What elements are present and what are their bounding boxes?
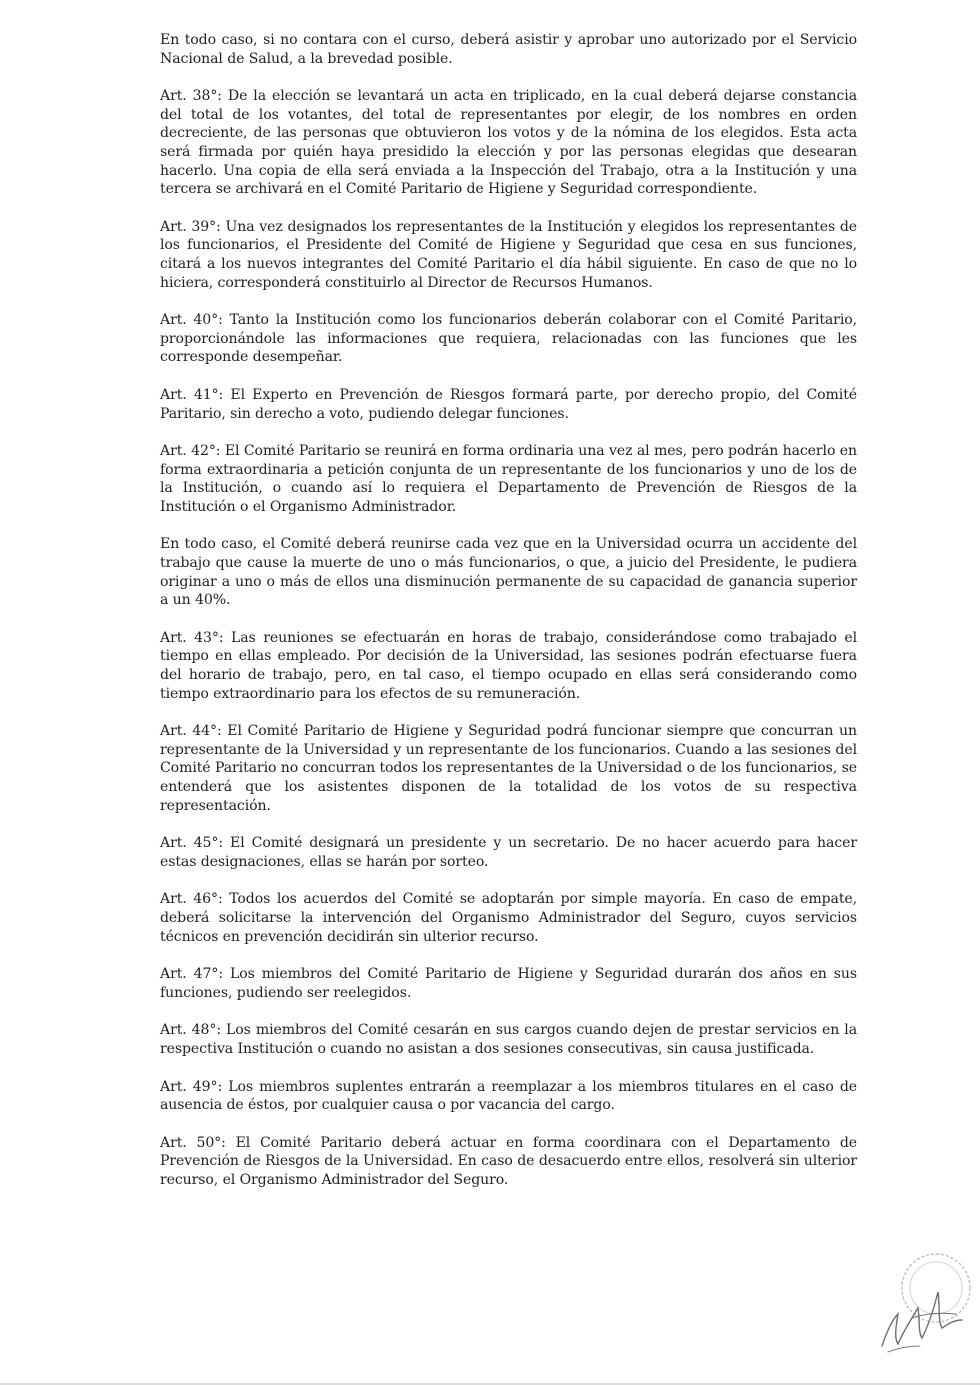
- article-text: Una vez designados los representantes de la Institución y elegidos los representantes de los funcionarios, el Presidente del Comité de Higiene y Seguridad que cesa en sus funciones, citará a los nuevos integrantes del Comité Paritario el día hábil siguiente. En caso de que no lo hiciera, corresponderá constituirlo al Director de Recursos Humanos.: [160, 218, 857, 291]
- article-label: Art. 47°:: [160, 966, 223, 983]
- article-text: Las reuniones se efectuarán en horas de trabajo, considerándose como trabajado el tiempo en ellas empleado. Por decisión de la Universidad, las sesiones podrán efectuarse fuera del horario de trabajo, pero, en tal caso, el tiempo ocupado en ellas será considerando como tiempo extraordinario para los efectos de su remuneración.: [160, 629, 858, 702]
- article-41: [160, 386, 857, 423]
- article-text: El Experto en Prevención de Riesgos formará parte, por derecho propio, del Comité Paritario, sin derecho a voto, pudiendo delegar funciones.: [160, 386, 858, 422]
- intro-paragraph: En todo caso, si no contara con el curso, deberá asistir y aprobar uno autorizado por el Servicio Nacional de Salud, a la brevedad posible.: [160, 32, 857, 67]
- article-44: [160, 722, 857, 815]
- article-label: Art. 41°:: [160, 386, 224, 403]
- article-47: [160, 965, 857, 1002]
- article-text: Todos los acuerdos del Comité se adoptarán por simple mayoría. En caso de empate, deberá solicitarse la intervención del Organismo Administrador del Seguro, cuyos servicios técnicos en prevención decidirán sin ulterior recurso.: [160, 891, 858, 945]
- article-48: [160, 1021, 857, 1058]
- article-42-continuation: [160, 535, 857, 609]
- document-body: [160, 31, 857, 1209]
- article-42: [160, 442, 857, 516]
- article-text: El Comité Paritario deberá actuar en forma coordinara con el Departamento de Prevención de Riesgos de la Universidad. En caso de desacuerdo entre ellos, resolverá sin ulterior recurso, el Organismo Administrador del Seguro.: [160, 1134, 857, 1188]
- article-text: Los miembros del Comité Paritario de Higiene y Seguridad durarán dos años en sus funciones, pudiendo ser reelegidos.: [160, 966, 858, 1001]
- article-label: Art. 44°:: [160, 723, 222, 740]
- article-label: Art. 43°:: [160, 629, 224, 646]
- article-text: El Comité Paritario se reunirá en forma ordinaria una vez al mes, pero podrán hacerlo en forma extraordinaria a petición conjunta de un representante de los funcionarios y uno de los de la Institución, o cuando así lo requiera el Departamento de Prevención de Riesgos de la Institución o el Organismo Administrador.: [160, 443, 857, 515]
- article-label: Art. 40°:: [160, 312, 223, 329]
- article-45: [160, 834, 857, 871]
- article-40: [160, 311, 857, 367]
- article-label: Art. 42°:: [160, 443, 221, 460]
- article-39: [160, 218, 857, 292]
- article-label: Art. 48°:: [160, 1022, 222, 1039]
- article-text: Tanto la Institución como los funcionarios deberán colaborar con el Comité Paritario, proporcionándole las informaciones que requiera, relacionadas con las funciones que les corresponde desempeñar.: [160, 312, 857, 366]
- article-label: Art. 50°:: [160, 1134, 226, 1151]
- article-text: En todo caso, el Comité deberá reunirse cada vez que en la Universidad ocurra un accidente del trabajo que cause la muerte de uno o más funcionarios, o que, a juicio del Presidente, le pudiera originar a uno o más de ellos una disminución permanente de su capacidad de ganancia superior a un 40%.: [160, 536, 857, 609]
- article-label: Art. 39°:: [160, 218, 221, 235]
- page-bottom-edge: [0, 1383, 980, 1385]
- article-text: Los miembros suplentes entrarán a reemplazar a los miembros titulares en el caso de ausencia de éstos, por cualquier causa o por vacancia del cargo.: [160, 1078, 857, 1114]
- signature-stamp-icon: [868, 1248, 972, 1358]
- article-50: [160, 1134, 857, 1190]
- article-43: [160, 629, 857, 703]
- article-49: [160, 1078, 857, 1115]
- article-text: El Comité designará un presidente y un secretario. De no hacer acuerdo para hacer estas designaciones, ellas se harán por sorteo.: [160, 835, 857, 870]
- article-label: Art. 45°:: [160, 835, 224, 852]
- article-label: Art. 49°:: [160, 1078, 223, 1095]
- article-text: Los miembros del Comité cesarán en sus cargos cuando dejen de prestar servicios en la respectiva Institución o cuando no asistan a dos sesiones consecutivas, sin causa justificada.: [160, 1022, 857, 1057]
- article-38: [160, 87, 857, 199]
- article-text: El Comité Paritario de Higiene y Seguridad podrá funcionar siempre que concurran un representante de la Universidad y un representante de los funcionarios. Cuando a las sesiones del Comité Paritario no concurran todos los representantes de la Universidad o de los funcionarios, se entenderá que los asistentes disponen de la totalidad de los votos de su respectiva representación.: [160, 723, 857, 814]
- article-46: [160, 890, 857, 946]
- article-label: Art. 46°:: [160, 891, 223, 908]
- article-label: Art. 38°:: [160, 88, 222, 105]
- article-text: De la elección se levantará un acta en triplicado, en la cual deberá dejarse constancia del total de los votantes, del total de representantes por elegir, de los nombres en orden decreciente, de las personas que obtuvieron los votos y de la nómina de los elegidos. Esta acta será firmada por quién haya presidido la elección y por las personas elegidas que desearan hacerlo. Una copia de ella será enviada a la Inspección del Trabajo, otra a la Institución y una tercera se archivará en el Comité Paritario de Higiene y Seguridad correspondiente.: [160, 88, 857, 198]
